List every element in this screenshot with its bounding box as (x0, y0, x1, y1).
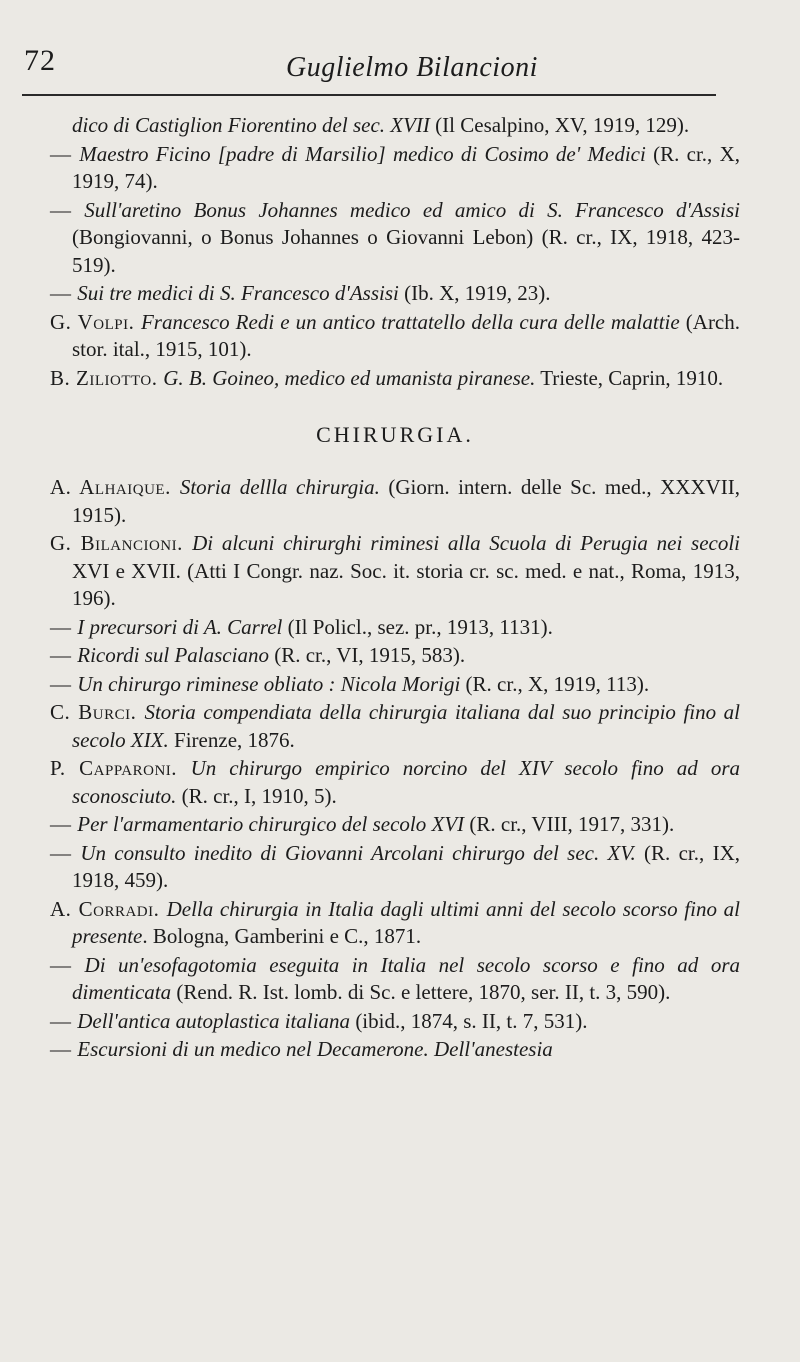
entry-details: (Il Cesalpino, XV, 1919, 129). (429, 113, 690, 137)
entry-title: Per l'armamentario chirurgico del secolo XVI (77, 812, 465, 836)
entry-details: (Bongiovanni, o Bonus Johannes o Giovanni Lebon) (R. cr., IX, 1918, 423-519). (72, 225, 740, 277)
entry-author: P. Capparoni. (50, 756, 191, 780)
bibliography-entry (50, 309, 740, 364)
entry-title: Ricordi sul Palasciano (77, 643, 269, 667)
bibliography-body (50, 112, 740, 1064)
entry-title: Sui tre medici di S. Francesco d'Assisi (77, 281, 399, 305)
entry-details: (Rend. R. Ist. lomb. di Sc. e lettere, 1870, ser. II, t. 3, 590). (171, 980, 671, 1004)
bibliography-entry (50, 141, 740, 196)
bibliography-list-top (50, 112, 740, 392)
entry-details: (Giorn. intern. delle Sc. med., XXXVII, 1915). (72, 475, 740, 527)
bibliography-entry (50, 755, 740, 810)
entry-author: C. Burci. (50, 700, 145, 724)
entry-author: — (50, 141, 80, 166)
entry-title: G. B. Goineo, medico ed umanista piranese. (163, 365, 536, 390)
entry-author: A. Alhaique. (50, 475, 180, 499)
entry-author: — (50, 1037, 78, 1061)
bibliography-entry (50, 365, 740, 393)
entry-title: Maestro Ficino [padre di Marsilio] medico di Cosimo de' Medici (79, 141, 646, 166)
entry-title: Storia dellla chirurgia. (179, 475, 380, 499)
entry-title: Di un'esofagotomia eseguita in Italia nel secolo scorso e fino ad ora dimenticata (72, 952, 741, 1004)
entry-author: — (50, 840, 81, 865)
bibliography-entry (50, 811, 740, 839)
entry-details: (ibid., 1874, s. II, t. 7, 531). (350, 1008, 588, 1033)
entry-author: — (50, 197, 85, 222)
entry-title: I precursori di A. Carrel (77, 614, 283, 639)
entry-title: Storia compendiata della chirurgia italiana dal suo principio fino al secolo XIX. (72, 700, 740, 752)
entry-author: B. Ziliotto. (50, 365, 164, 390)
bibliography-entry (50, 1008, 740, 1036)
bibliography-list-bottom (50, 474, 740, 1064)
page-number: 72 (24, 44, 56, 77)
entry-title: dico di Castiglion Fiorentino del sec. XVII (72, 113, 430, 137)
entry-details: (R. cr., I, 1910, 5). (176, 783, 337, 808)
bibliography-entry (50, 614, 740, 642)
entry-details: (R. cr., VIII, 1917, 331). (464, 812, 675, 836)
entry-details: . Bologna, Gamberini e C., 1871. (142, 924, 422, 948)
entry-author: — (50, 1008, 78, 1033)
entry-details: Firenze, 1876. (168, 727, 295, 752)
entry-details: Trieste, Caprin, 1910. (535, 365, 724, 390)
entry-details: (R. cr., VI, 1915, 583). (268, 643, 466, 667)
entry-title: Di alcuni chirurghi riminesi alla Scuola di Perugia nei secoli (192, 531, 741, 555)
section-title: CHIRURGIA. (316, 422, 474, 447)
header-rule (22, 94, 716, 96)
entry-title: Un chirurgo empirico norcino del XIV secolo fino ad ora sconosciuto. (72, 756, 740, 808)
entry-author: — (50, 614, 78, 639)
bibliography-entry (50, 671, 740, 699)
entry-details: (Il Policl., sez. pr., 1913, 1131). (282, 614, 553, 639)
entry-author: — (50, 281, 78, 305)
bibliography-entry (50, 197, 740, 280)
entry-author: G. Bilancioni. (50, 531, 193, 555)
entry-author: — (50, 952, 85, 977)
entry-title: Sull'aretino Bonus Johannes medico ed amico di S. Francesco d'Assisi (84, 197, 740, 222)
entry-details: (R. cr., X, 1919, 74). (72, 141, 740, 193)
entry-author: G. Volpi. (50, 309, 141, 334)
bibliography-entry (50, 896, 740, 951)
entry-title: Un consulto inedito di Giovanni Arcolani chirurgo del sec. XV. (80, 840, 636, 865)
bibliography-entry (50, 112, 740, 140)
entry-title: Francesco Redi e un antico trattatello della cura delle malattie (140, 309, 680, 334)
bibliography-entry (50, 280, 740, 308)
running-head: Guglielmo Bilancioni (286, 52, 538, 83)
entry-author: — (50, 812, 78, 836)
entry-details: (Arch. stor. ital., 1915, 101). (72, 309, 741, 361)
bibliography-entry (50, 1036, 740, 1064)
entry-title: Della chirurgia in Italia dagli ultimi anni del secolo scorso fino al presente (72, 896, 740, 948)
bibliography-entry (50, 952, 740, 1007)
entry-title: Dell'antica autoplastica italiana (77, 1008, 351, 1033)
bibliography-entry (50, 840, 740, 895)
entry-title: Escursioni di un medico nel Decamerone. Dell'anestesia (77, 1037, 553, 1061)
entry-details: (Ib. X, 1919, 23). (398, 281, 551, 305)
entry-details: XVI e XVII. (Atti I Congr. naz. Soc. it. storia cr. sc. med. e nat., Roma, 1913, 196). (72, 558, 740, 610)
entry-author: A. Corradi. (50, 896, 167, 921)
entry-title: Un chirurgo riminese obliato : Nicola Morigi (77, 671, 461, 696)
entry-author: — (50, 671, 78, 696)
entry-details: (R. cr., X, 1919, 113). (460, 671, 650, 696)
bibliography-entry (50, 474, 740, 529)
bibliography-entry (50, 699, 740, 754)
entry-details: (R. cr., IX, 1918, 459). (72, 840, 740, 892)
entry-author: — (50, 643, 78, 667)
bibliography-entry (50, 642, 740, 670)
bibliography-entry (50, 530, 740, 613)
